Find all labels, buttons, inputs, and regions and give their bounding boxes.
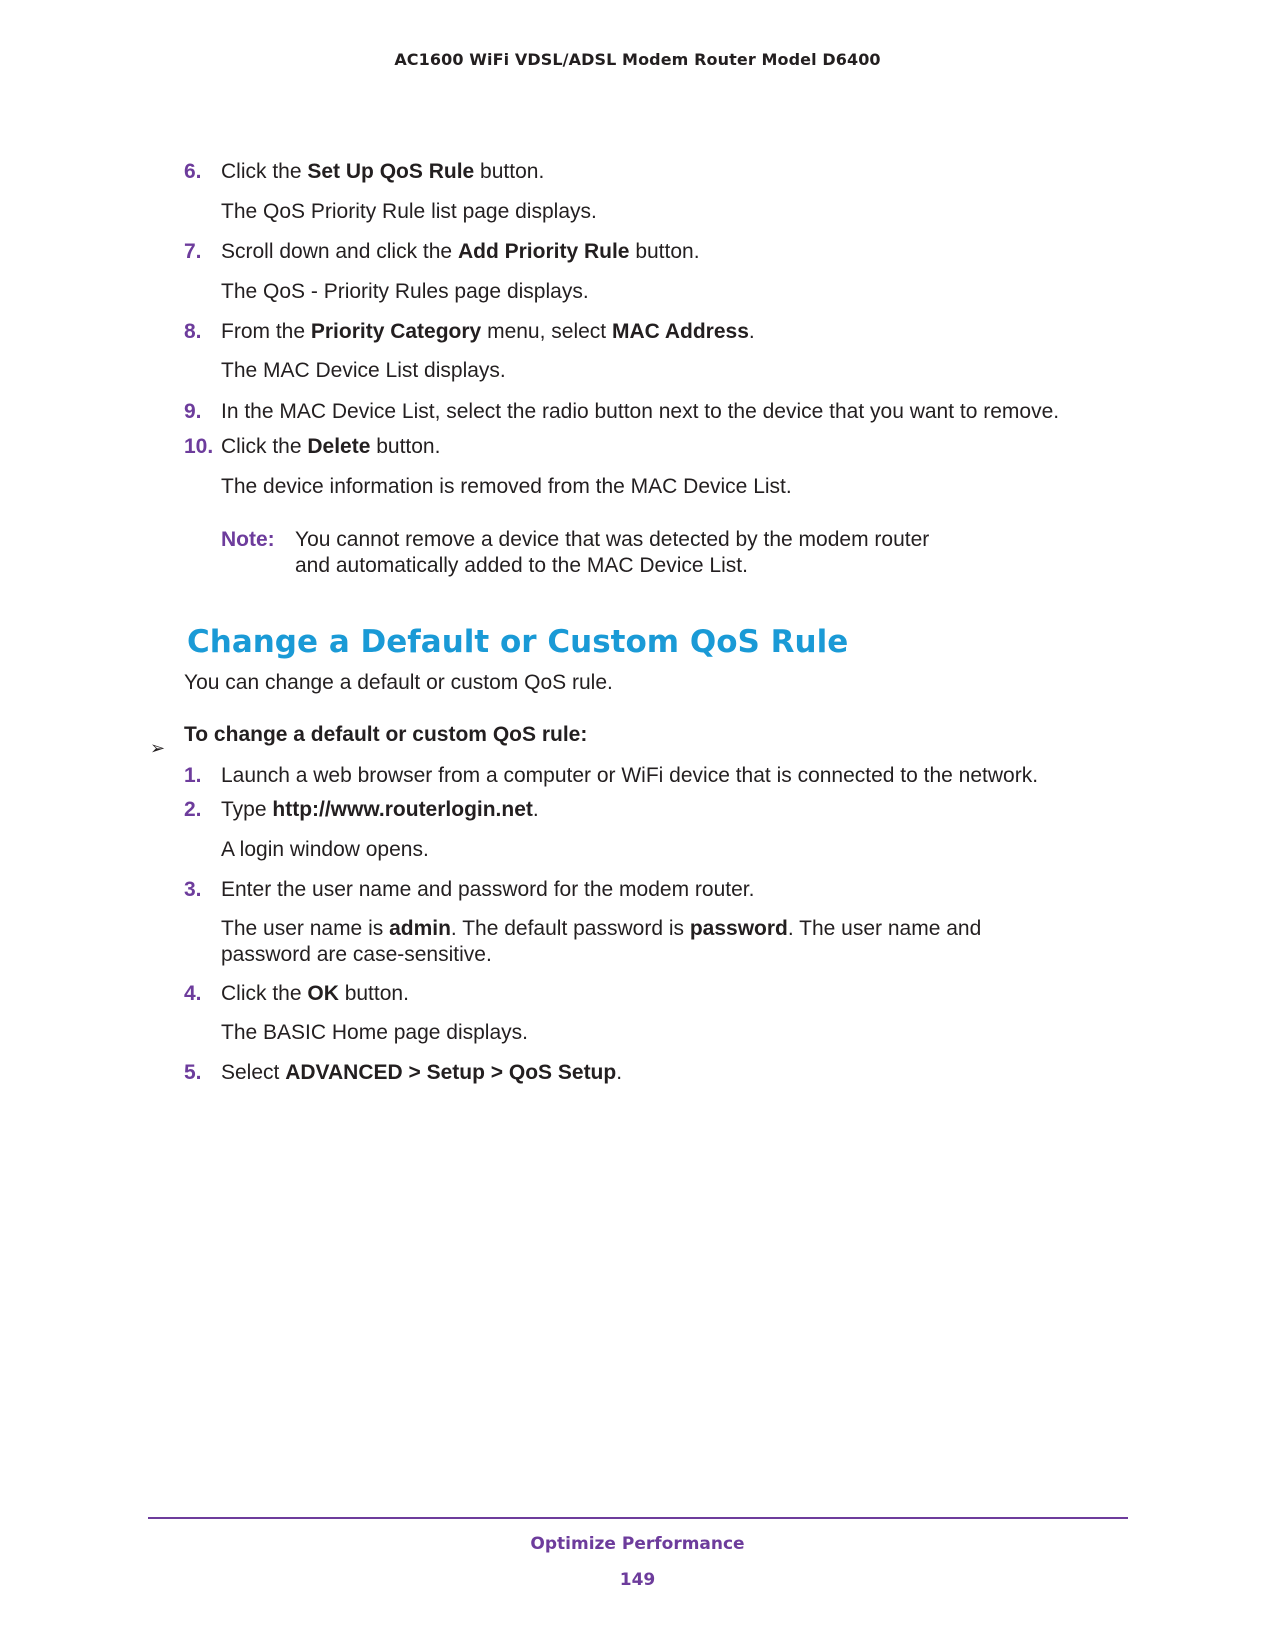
step-number: 2.	[184, 798, 202, 821]
step-number: 5.	[184, 1061, 202, 1084]
default-username: admin	[389, 917, 451, 940]
step-number: 9.	[184, 400, 202, 423]
step-number: 4.	[184, 982, 202, 1005]
note-text-line-1: You cannot remove a device that was detected by the modem router	[295, 528, 930, 551]
step-8-text: From the Priority Category menu, select MAC Address.	[221, 320, 755, 343]
step-3-result-line-1: The user name is admin. The default password is password. The user name and	[221, 917, 982, 940]
menu-path-qos-setup: QoS Setup	[508, 1061, 617, 1084]
default-password: password	[689, 917, 788, 940]
ui-label-mac-address: MAC Address	[611, 320, 749, 343]
footer-divider	[148, 1517, 1128, 1519]
step-number: 3.	[184, 878, 202, 901]
step-4-result: The BASIC Home page displays.	[221, 1021, 528, 1044]
ui-label-priority-category: Priority Category	[310, 320, 482, 343]
footer-section-name: Optimize Performance	[530, 1534, 745, 1554]
section-intro: You can change a default or custom QoS rule.	[184, 671, 613, 694]
step-number: 7.	[184, 240, 202, 263]
note-label: Note:	[221, 528, 275, 551]
step-10-text: Click the Delete button.	[221, 435, 441, 458]
page-number: 149	[619, 1570, 656, 1590]
procedure-title: To change a default or custom QoS rule:	[184, 723, 588, 746]
step-7-result: The QoS - Priority Rules page displays.	[221, 280, 589, 303]
menu-path-advanced: ADVANCED	[285, 1061, 403, 1084]
step-3-result-line-2: password are case-sensitive.	[221, 943, 492, 966]
procedure-arrow-icon: ➢	[150, 738, 166, 758]
note-text-line-2: and automatically added to the MAC Device List.	[295, 554, 748, 577]
step-number: 1.	[184, 764, 202, 787]
ui-label-ok: OK	[307, 982, 339, 1005]
step-5-text: Select ADVANCED > Setup > QoS Setup.	[221, 1061, 623, 1084]
url-routerlogin: http://www.routerlogin.net	[272, 798, 533, 821]
step-4-text: Click the OK button.	[221, 982, 409, 1005]
step-6-text: Click the Set Up QoS Rule button.	[221, 160, 545, 183]
step-3-text: Enter the user name and password for the modem router.	[221, 878, 755, 901]
step-number: 10.	[184, 435, 214, 458]
step-8-result: The MAC Device List displays.	[221, 359, 506, 382]
menu-path-setup: Setup	[426, 1061, 485, 1084]
step-2-text: Type http://www.routerlogin.net.	[221, 798, 539, 821]
ui-label-delete: Delete	[307, 435, 371, 458]
step-6-result: The QoS Priority Rule list page displays.	[221, 200, 597, 223]
step-number: 6.	[184, 160, 202, 183]
ui-label-set-up-qos-rule: Set Up QoS Rule	[307, 160, 475, 183]
step-number: 8.	[184, 320, 202, 343]
step-2-result: A login window opens.	[221, 838, 429, 861]
step-1-text: Launch a web browser from a computer or WiFi device that is connected to the network.	[221, 764, 1039, 787]
section-heading: Change a Default or Custom QoS Rule	[187, 624, 849, 660]
step-9-text: In the MAC Device List, select the radio button next to the device that you want to remove.	[221, 400, 1060, 423]
ui-label-add-priority-rule: Add Priority Rule	[457, 240, 630, 263]
step-10-result: The device information is removed from the MAC Device List.	[221, 475, 792, 498]
page-header-title: AC1600 WiFi VDSL/ADSL Modem Router Model D6400	[394, 50, 881, 69]
step-7-text: Scroll down and click the Add Priority Rule button.	[221, 240, 700, 263]
